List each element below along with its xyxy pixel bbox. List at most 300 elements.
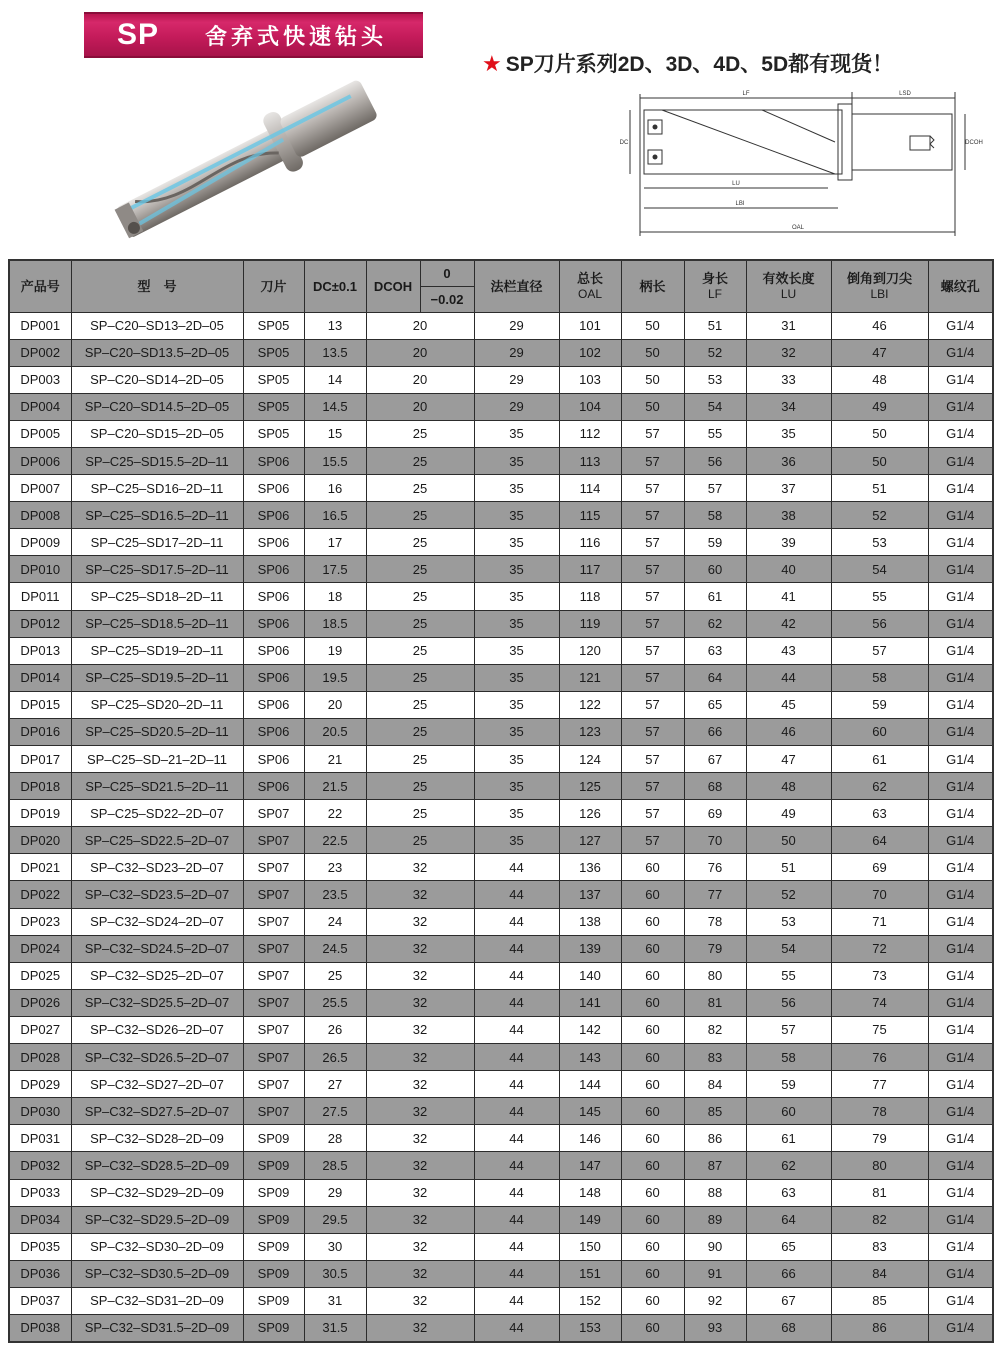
cell-insert: SP06 [243, 746, 304, 773]
cell-oal: 150 [559, 1233, 621, 1260]
cell-lu: 59 [746, 1071, 831, 1098]
cell-model: SP–C25–SD19.5–2D–11 [71, 664, 243, 691]
cell-flange-diameter: 35 [474, 529, 559, 556]
cell-flange-diameter: 44 [474, 1260, 559, 1287]
header-shank-length: 柄长 [621, 260, 684, 312]
cell-shank-length: 57 [621, 529, 684, 556]
table-row [9, 746, 993, 773]
table-row [9, 556, 993, 583]
cell-oal: 137 [559, 881, 621, 908]
cell-shank-length: 57 [621, 664, 684, 691]
cell-dcoh: 25 [366, 529, 474, 556]
cell-lf: 64 [684, 664, 746, 691]
cell-dcoh: 20 [366, 312, 474, 339]
cell-model: SP–C25–SD17–2D–11 [71, 529, 243, 556]
cell-shank-length: 60 [621, 1098, 684, 1125]
cell-oal: 138 [559, 908, 621, 935]
cell-lu: 65 [746, 1233, 831, 1260]
cell-insert: SP06 [243, 664, 304, 691]
cell-lu: 56 [746, 989, 831, 1016]
star-icon: ★ [482, 51, 502, 76]
header-model: 型 号 [71, 260, 243, 312]
cell-lu: 63 [746, 1179, 831, 1206]
cell-lbi: 70 [831, 881, 928, 908]
cell-lu: 49 [746, 800, 831, 827]
cell-lbi: 73 [831, 962, 928, 989]
cell-shank-length: 57 [621, 556, 684, 583]
cell-product-no: DP028 [9, 1044, 71, 1071]
cell-shank-length: 50 [621, 339, 684, 366]
cell-thread: G1/4 [928, 1233, 993, 1260]
header-lbi [831, 260, 928, 312]
table-row [9, 881, 993, 908]
cell-lbi: 63 [831, 800, 928, 827]
cell-lbi: 55 [831, 583, 928, 610]
cell-lf: 79 [684, 935, 746, 962]
cell-insert: SP07 [243, 1098, 304, 1125]
cell-product-no: DP037 [9, 1287, 71, 1314]
cell-lf: 67 [684, 746, 746, 773]
cell-lu: 55 [746, 962, 831, 989]
cell-shank-length: 60 [621, 1016, 684, 1043]
cell-thread: G1/4 [928, 583, 993, 610]
cell-flange-diameter: 44 [474, 1179, 559, 1206]
cell-product-no: DP003 [9, 366, 71, 393]
cell-product-no: DP035 [9, 1233, 71, 1260]
cell-lu: 68 [746, 1314, 831, 1341]
cell-product-no: DP038 [9, 1314, 71, 1341]
cell-dcoh: 20 [366, 366, 474, 393]
cell-model: SP–C20–SD13.5–2D–05 [71, 339, 243, 366]
cell-dc: 21.5 [304, 773, 366, 800]
cell-oal: 146 [559, 1125, 621, 1152]
cell-dcoh: 32 [366, 854, 474, 881]
spec-table [8, 259, 994, 1343]
header-lu [746, 260, 831, 312]
cell-model: SP–C32–SD28–2D–09 [71, 1125, 243, 1152]
cell-product-no: DP023 [9, 908, 71, 935]
cell-lbi: 78 [831, 1098, 928, 1125]
cell-shank-length: 60 [621, 854, 684, 881]
cell-lu: 38 [746, 502, 831, 529]
cell-model: SP–C32–SD24–2D–07 [71, 908, 243, 935]
table-row [9, 1314, 993, 1341]
header-thread: 螺纹孔 [928, 260, 993, 312]
cell-lu: 46 [746, 718, 831, 745]
cell-dcoh: 32 [366, 1098, 474, 1125]
cell-product-no: DP025 [9, 962, 71, 989]
cell-oal: 142 [559, 1016, 621, 1043]
cell-model: SP–C32–SD26–2D–07 [71, 1016, 243, 1043]
cell-lf: 54 [684, 393, 746, 420]
table-row [9, 773, 993, 800]
cell-thread: G1/4 [928, 1260, 993, 1287]
cell-dc: 25.5 [304, 989, 366, 1016]
series-title: 舍弃式快速钻头 [205, 23, 388, 49]
cell-thread: G1/4 [928, 854, 993, 881]
cell-thread: G1/4 [928, 1098, 993, 1125]
cell-dc: 15.5 [304, 447, 366, 474]
cell-lu: 51 [746, 854, 831, 881]
header-tolerance-lower: −0.02 [420, 286, 474, 312]
cell-shank-length: 57 [621, 637, 684, 664]
cell-flange-diameter: 44 [474, 1098, 559, 1125]
cell-lf: 61 [684, 583, 746, 610]
cell-insert: SP07 [243, 962, 304, 989]
cell-lu: 44 [746, 664, 831, 691]
cell-insert: SP06 [243, 637, 304, 664]
cell-dc: 14.5 [304, 393, 366, 420]
cell-lbi: 75 [831, 1016, 928, 1043]
table-row [9, 393, 993, 420]
cell-thread: G1/4 [928, 962, 993, 989]
cell-flange-diameter: 29 [474, 393, 559, 420]
cell-thread: G1/4 [928, 1287, 993, 1314]
cell-oal: 153 [559, 1314, 621, 1341]
cell-lu: 50 [746, 827, 831, 854]
cell-shank-length: 60 [621, 881, 684, 908]
cell-lu: 37 [746, 475, 831, 502]
cell-flange-diameter: 44 [474, 1152, 559, 1179]
cell-product-no: DP012 [9, 610, 71, 637]
cell-lbi: 82 [831, 1206, 928, 1233]
cell-lf: 82 [684, 1016, 746, 1043]
cell-product-no: DP008 [9, 502, 71, 529]
table-row [9, 447, 993, 474]
cell-oal: 126 [559, 800, 621, 827]
table-row [9, 583, 993, 610]
cell-lu: 54 [746, 935, 831, 962]
cell-lbi: 72 [831, 935, 928, 962]
label-lbi: LBI [735, 201, 745, 207]
cell-oal: 119 [559, 610, 621, 637]
cell-lbi: 49 [831, 393, 928, 420]
cell-model: SP–C25–SD20–2D–11 [71, 691, 243, 718]
cell-thread: G1/4 [928, 393, 993, 420]
cell-lu: 43 [746, 637, 831, 664]
cell-lu: 60 [746, 1098, 831, 1125]
cell-product-no: DP004 [9, 393, 71, 420]
cell-dc: 22 [304, 800, 366, 827]
cell-dc: 23.5 [304, 881, 366, 908]
cell-lbi: 86 [831, 1314, 928, 1341]
header-product-no: 产品号 [9, 260, 71, 312]
cell-lbi: 48 [831, 366, 928, 393]
cell-lbi: 79 [831, 1125, 928, 1152]
cell-dc: 30.5 [304, 1260, 366, 1287]
cell-lu: 40 [746, 556, 831, 583]
cell-lf: 80 [684, 962, 746, 989]
cell-oal: 127 [559, 827, 621, 854]
cell-lu: 66 [746, 1260, 831, 1287]
cell-flange-diameter: 35 [474, 637, 559, 664]
cell-lf: 65 [684, 691, 746, 718]
header-insert: 刀片 [243, 260, 304, 312]
cell-insert: SP06 [243, 529, 304, 556]
cell-lu: 33 [746, 366, 831, 393]
cell-oal: 113 [559, 447, 621, 474]
cell-lf: 59 [684, 529, 746, 556]
cell-oal: 103 [559, 366, 621, 393]
cell-lu: 58 [746, 1044, 831, 1071]
cell-flange-diameter: 44 [474, 881, 559, 908]
cell-product-no: DP026 [9, 989, 71, 1016]
cell-oal: 152 [559, 1287, 621, 1314]
cell-thread: G1/4 [928, 718, 993, 745]
cell-insert: SP07 [243, 1016, 304, 1043]
cell-dc: 18 [304, 583, 366, 610]
cell-lf: 53 [684, 366, 746, 393]
cell-insert: SP07 [243, 908, 304, 935]
cell-product-no: DP020 [9, 827, 71, 854]
cell-dcoh: 32 [366, 1179, 474, 1206]
header-lf-cn: 身长 [701, 270, 728, 286]
cell-insert: SP09 [243, 1179, 304, 1206]
cell-model: SP–C32–SD30–2D–09 [71, 1233, 243, 1260]
table-row [9, 502, 993, 529]
cell-flange-diameter: 35 [474, 746, 559, 773]
cell-lf: 84 [684, 1071, 746, 1098]
table-body [9, 312, 993, 1342]
cell-dcoh: 25 [366, 800, 474, 827]
cell-shank-length: 60 [621, 1233, 684, 1260]
cell-lf: 86 [684, 1125, 746, 1152]
cell-shank-length: 50 [621, 393, 684, 420]
cell-lu: 64 [746, 1206, 831, 1233]
cell-dc: 20.5 [304, 718, 366, 745]
cell-shank-length: 60 [621, 1125, 684, 1152]
cell-insert: SP06 [243, 718, 304, 745]
cell-product-no: DP013 [9, 637, 71, 664]
cell-thread: G1/4 [928, 1016, 993, 1043]
label-oal: OAL [791, 225, 805, 231]
cell-thread: G1/4 [928, 664, 993, 691]
table-row [9, 475, 993, 502]
header-oal [559, 260, 621, 312]
table-row [9, 637, 993, 664]
table-row [9, 339, 993, 366]
cell-model: SP–C32–SD24.5–2D–07 [71, 935, 243, 962]
cell-insert: SP06 [243, 610, 304, 637]
cell-lu: 42 [746, 610, 831, 637]
cell-lbi: 52 [831, 502, 928, 529]
table-row [9, 854, 993, 881]
cell-lbi: 50 [831, 447, 928, 474]
cell-model: SP–C32–SD27.5–2D–07 [71, 1098, 243, 1125]
cell-lbi: 74 [831, 989, 928, 1016]
cell-insert: SP06 [243, 691, 304, 718]
stock-note [482, 48, 893, 78]
table-row [9, 664, 993, 691]
cell-dcoh: 32 [366, 962, 474, 989]
cell-oal: 121 [559, 664, 621, 691]
cell-dc: 31 [304, 1287, 366, 1314]
cell-dc: 24.5 [304, 935, 366, 962]
cell-oal: 101 [559, 312, 621, 339]
cell-model: SP–C32–SD30.5–2D–09 [71, 1260, 243, 1287]
cell-insert: SP09 [243, 1314, 304, 1341]
cell-flange-diameter: 44 [474, 1287, 559, 1314]
cell-lbi: 51 [831, 475, 928, 502]
cell-lu: 34 [746, 393, 831, 420]
cell-flange-diameter: 29 [474, 366, 559, 393]
cell-oal: 140 [559, 962, 621, 989]
cell-insert: SP05 [243, 393, 304, 420]
drill-product-image [88, 70, 398, 250]
cell-insert: SP09 [243, 1206, 304, 1233]
header-dcoh: DCOH [366, 260, 420, 312]
cell-flange-diameter: 44 [474, 1314, 559, 1341]
cell-oal: 143 [559, 1044, 621, 1071]
header-oal-en: OAL [577, 286, 602, 301]
cell-model: SP–C32–SD31–2D–09 [71, 1287, 243, 1314]
cell-product-no: DP034 [9, 1206, 71, 1233]
cell-lbi: 64 [831, 827, 928, 854]
cell-product-no: DP022 [9, 881, 71, 908]
header-dc: DC±0.1 [304, 260, 366, 312]
cell-dcoh: 32 [366, 881, 474, 908]
cell-shank-length: 60 [621, 962, 684, 989]
cell-thread: G1/4 [928, 881, 993, 908]
cell-dcoh: 32 [366, 1125, 474, 1152]
cell-dc: 29.5 [304, 1206, 366, 1233]
cell-flange-diameter: 44 [474, 1016, 559, 1043]
cell-product-no: DP021 [9, 854, 71, 881]
cell-shank-length: 57 [621, 610, 684, 637]
cell-model: SP–C25–SD19–2D–11 [71, 637, 243, 664]
dimension-diagram [610, 84, 985, 244]
cell-thread: G1/4 [928, 556, 993, 583]
cell-dcoh: 20 [366, 393, 474, 420]
cell-insert: SP07 [243, 989, 304, 1016]
cell-insert: SP07 [243, 935, 304, 962]
cell-insert: SP05 [243, 339, 304, 366]
cell-flange-diameter: 44 [474, 1044, 559, 1071]
cell-dc: 13 [304, 312, 366, 339]
header-lbi-en: LBI [870, 286, 889, 301]
cell-insert: SP09 [243, 1125, 304, 1152]
cell-product-no: DP017 [9, 746, 71, 773]
cell-lf: 85 [684, 1098, 746, 1125]
cell-oal: 139 [559, 935, 621, 962]
table-row [9, 312, 993, 339]
cell-model: SP–C32–SD29.5–2D–09 [71, 1206, 243, 1233]
cell-oal: 122 [559, 691, 621, 718]
cell-dc: 14 [304, 366, 366, 393]
cell-product-no: DP011 [9, 583, 71, 610]
cell-insert: SP05 [243, 312, 304, 339]
cell-model: SP–C25–SD15.5–2D–11 [71, 447, 243, 474]
cell-thread: G1/4 [928, 746, 993, 773]
header-lu-en: LU [780, 286, 797, 301]
cell-dc: 22.5 [304, 827, 366, 854]
cell-thread: G1/4 [928, 312, 993, 339]
cell-shank-length: 60 [621, 1287, 684, 1314]
cell-thread: G1/4 [928, 366, 993, 393]
cell-flange-diameter: 44 [474, 908, 559, 935]
cell-model: SP–C25–SD22.5–2D–07 [71, 827, 243, 854]
cell-thread: G1/4 [928, 691, 993, 718]
cell-oal: 145 [559, 1098, 621, 1125]
cell-thread: G1/4 [928, 800, 993, 827]
cell-lf: 81 [684, 989, 746, 1016]
cell-insert: SP09 [243, 1260, 304, 1287]
cell-shank-length: 50 [621, 312, 684, 339]
cell-dc: 30 [304, 1233, 366, 1260]
cell-product-no: DP009 [9, 529, 71, 556]
cell-shank-length: 57 [621, 475, 684, 502]
cell-flange-diameter: 35 [474, 502, 559, 529]
cell-shank-length: 60 [621, 1314, 684, 1341]
cell-model: SP–C32–SD29–2D–09 [71, 1179, 243, 1206]
cell-lu: 32 [746, 339, 831, 366]
cell-model: SP–C25–SD16.5–2D–11 [71, 502, 243, 529]
table-row [9, 366, 993, 393]
cell-model: SP–C32–SD26.5–2D–07 [71, 1044, 243, 1071]
cell-lu: 36 [746, 447, 831, 474]
cell-flange-diameter: 44 [474, 962, 559, 989]
cell-shank-length: 60 [621, 1044, 684, 1071]
cell-lf: 68 [684, 773, 746, 800]
cell-lbi: 80 [831, 1152, 928, 1179]
cell-dcoh: 20 [366, 339, 474, 366]
cell-dcoh: 25 [366, 664, 474, 691]
cell-oal: 136 [559, 854, 621, 881]
cell-lbi: 76 [831, 1044, 928, 1071]
cell-thread: G1/4 [928, 1125, 993, 1152]
cell-dc: 26.5 [304, 1044, 366, 1071]
cell-lbi: 53 [831, 529, 928, 556]
cell-dcoh: 32 [366, 1260, 474, 1287]
table-row [9, 1206, 993, 1233]
label-dc: DC [619, 140, 629, 146]
cell-product-no: DP032 [9, 1152, 71, 1179]
cell-lu: 45 [746, 691, 831, 718]
cell-dcoh: 25 [366, 502, 474, 529]
cell-flange-diameter: 44 [474, 1125, 559, 1152]
label-dcoh: DCOH [965, 140, 983, 146]
cell-dc: 17.5 [304, 556, 366, 583]
cell-dc: 29 [304, 1179, 366, 1206]
cell-shank-length: 57 [621, 447, 684, 474]
cell-oal: 125 [559, 773, 621, 800]
cell-shank-length: 60 [621, 1071, 684, 1098]
cell-thread: G1/4 [928, 610, 993, 637]
table-row [9, 1233, 993, 1260]
cell-lbi: 85 [831, 1287, 928, 1314]
table-row [9, 1260, 993, 1287]
cell-product-no: DP015 [9, 691, 71, 718]
cell-model: SP–C25–SD–21–2D–11 [71, 746, 243, 773]
cell-dc: 27.5 [304, 1098, 366, 1125]
cell-model: SP–C20–SD15–2D–05 [71, 420, 243, 447]
cell-oal: 123 [559, 718, 621, 745]
cell-product-no: DP036 [9, 1260, 71, 1287]
cell-thread: G1/4 [928, 420, 993, 447]
cell-model: SP–C32–SD31.5–2D–09 [71, 1314, 243, 1341]
cell-shank-length: 50 [621, 366, 684, 393]
cell-dc: 15 [304, 420, 366, 447]
cell-lu: 57 [746, 1016, 831, 1043]
cell-thread: G1/4 [928, 475, 993, 502]
stock-note-text: SP刀片系列2D、3D、4D、5D都有现货！ [505, 53, 894, 76]
cell-shank-length: 57 [621, 420, 684, 447]
cell-lf: 57 [684, 475, 746, 502]
cell-dcoh: 32 [366, 1152, 474, 1179]
cell-shank-length: 60 [621, 989, 684, 1016]
cell-insert: SP09 [243, 1152, 304, 1179]
cell-shank-length: 57 [621, 773, 684, 800]
